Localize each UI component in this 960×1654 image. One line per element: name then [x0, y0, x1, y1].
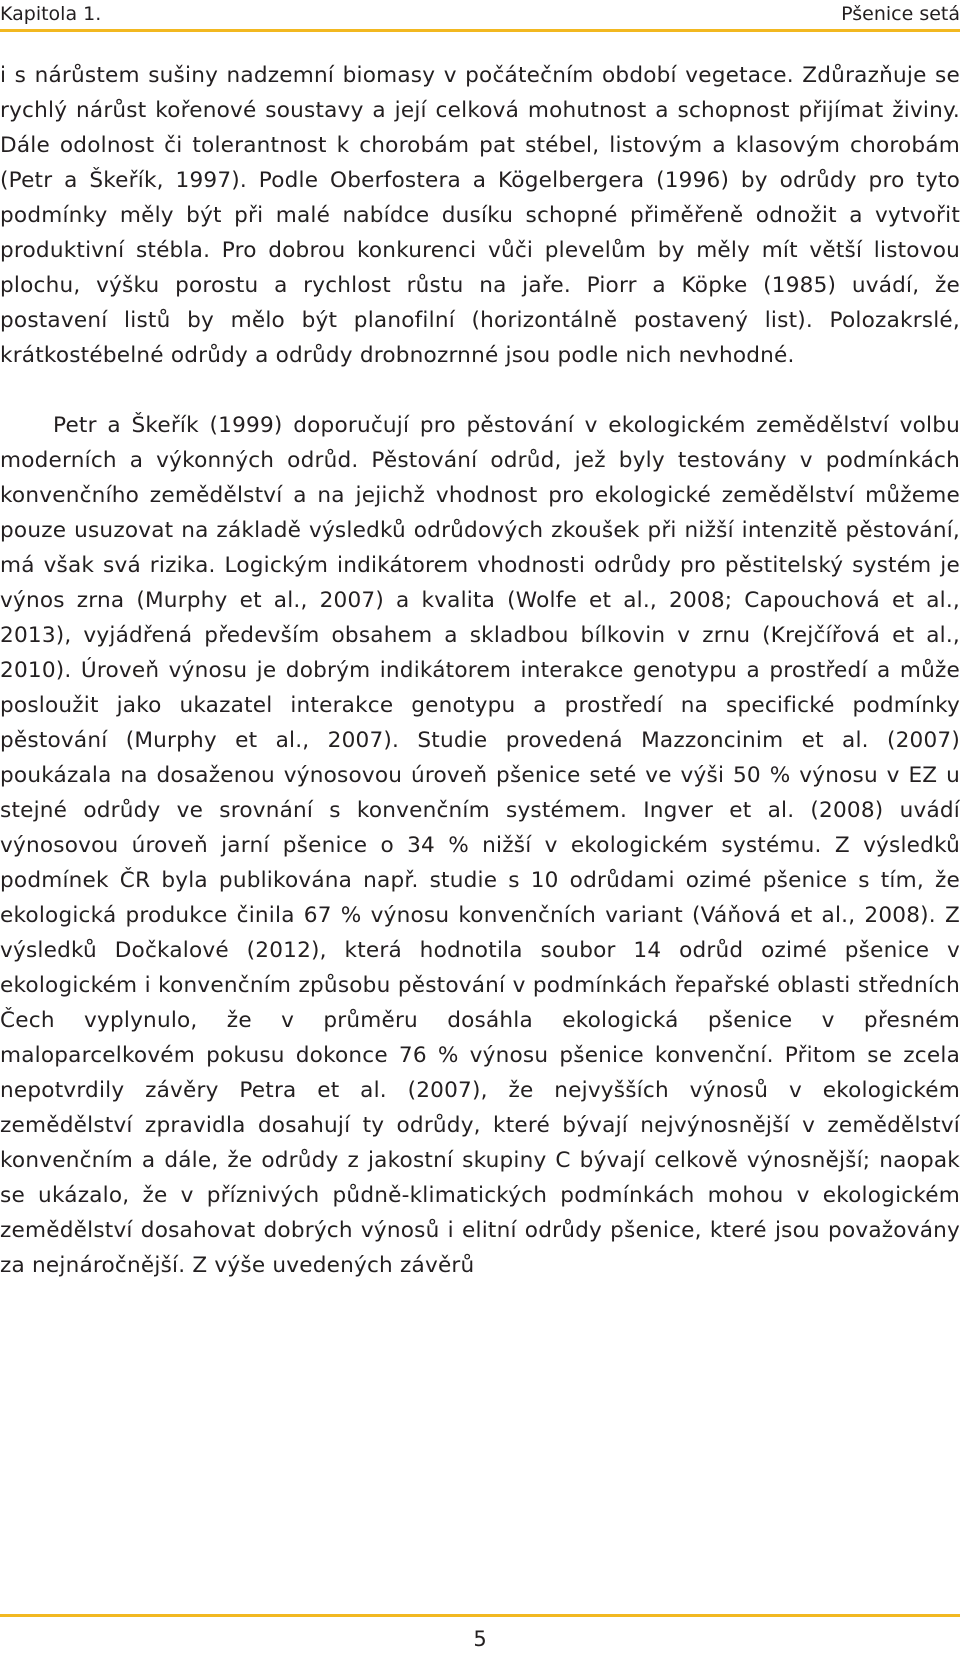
footer-divider [0, 1614, 960, 1617]
running-header [0, 0, 960, 30]
header-divider [0, 29, 960, 32]
paragraph-2: Petr a Škeřík (1999) doporučují pro pěstování v ekologickém zemědělství volbu moderních a výkonných odrůd. Pěstování odrůd, jež byly testovány v podmínkách konvenčního zemědělství a na jejichž vhodnost pro ekologické zemědělství můžeme pouze usuzovat na základě výsledků odrůdových zkoušek při nižší intenzitě pěstování, má však svá rizika. Logickým indikátorem vhodnosti odrůdy pro pěstitelský systém je výnos zrna (Murphy et al., 2007) a kvalita (Wolfe et al., 2008; Capouchová et al., 2013), vyjádřená především obsahem a skladbou bílkovin v zrnu (Krejčířová et al., 2010). Úroveň výnosu je dobrým indikátorem interakce genotypu a prostředí a může posloužit jako ukazatel interakce genotypu a prostředí na specifické podmínky pěstování (Murphy et al., 2007). Studie provedená Mazzoncinim et al. (2007) poukázala na dosaženou výnosovou úroveň pšenice seté ve výši 50 % výnosu v EZ u stejné odrůdy ve srovnání s konvenčním systémem. Ingver et al. (2008) uvádí výnosovou úroveň jarní pšenice o 34 % nižší v ekologickém systému. Z výsledků podmínek ČR byla publikována např. studie s 10 odrůdami ozimé pšenice s tím, že ekologická produkce činila 67 % výnosu konvenčních variant (Váňová et al., 2008). Z výsledků Dočkalové (2012), která hodnotila soubor 14 odrůd ozimé pšenice v ekologickém i konvenčním způsobu pěstování v podmínkách řepařské oblasti středních Čech vyplynulo, že v průměru dosáhla ekologická pšenice v přesném maloparcelkovém pokusu dokonce 76 % výnosu pšenice konvenční. Přitom se zcela nepotvrdily závěry Petra et al. (2007), že nejvyšších výnosů v ekologickém zemědělství zpravidla dosahují ty odrůdy, které bývají nejvýnosnější v zemědělství konvenčním a dále, že odrůdy z jakostní skupiny C bývají celkově výnosnější; naopak se ukázalo, že v příznivých půdně-klimatických podmínkách mohou v ekologickém zemědělství dosahovat dobrých výnosů i elitní odrůdy pšenice, které jsou považovány za nejnáročnější. Z výše uvedených závěrů [0, 413, 960, 1278]
body-text [0, 58, 960, 1283]
paragraph-1: i s nárůstem sušiny nadzemní biomasy v počátečním období vegetace. Zdůrazňuje se rychlý nárůst kořenové soustavy a její celková mohutnost a schopnost přijímat živiny. Dále odolnost či tolerantnost k chorobám pat stébel, listovým a klasovým chorobám (Petr a Škeřík, 1997). Podle Oberfostera a Kögelbergera (1996) by odrůdy pro tyto podmínky měly být při malé nabídce dusíku schopné přiměřeně odnožit a vytvořit produktivní stébla. Pro dobrou konkurenci vůči plevelům by měly mít větší listovou plochu, výšku porostu a rychlost růstu na jaře. Piorr a Köpke (1985) uvádí, že postavení listů by mělo být planofilní (horizontálně postavený list). Polozakrslé, krátkostébelné odrůdy a odrůdy drobnozrnné jsou podle nich nevhodné. [0, 63, 960, 368]
page-number: 5 [473, 1627, 487, 1651]
section-title: Pšenice setá [841, 3, 960, 25]
chapter-label: Kapitola 1. [0, 3, 102, 25]
